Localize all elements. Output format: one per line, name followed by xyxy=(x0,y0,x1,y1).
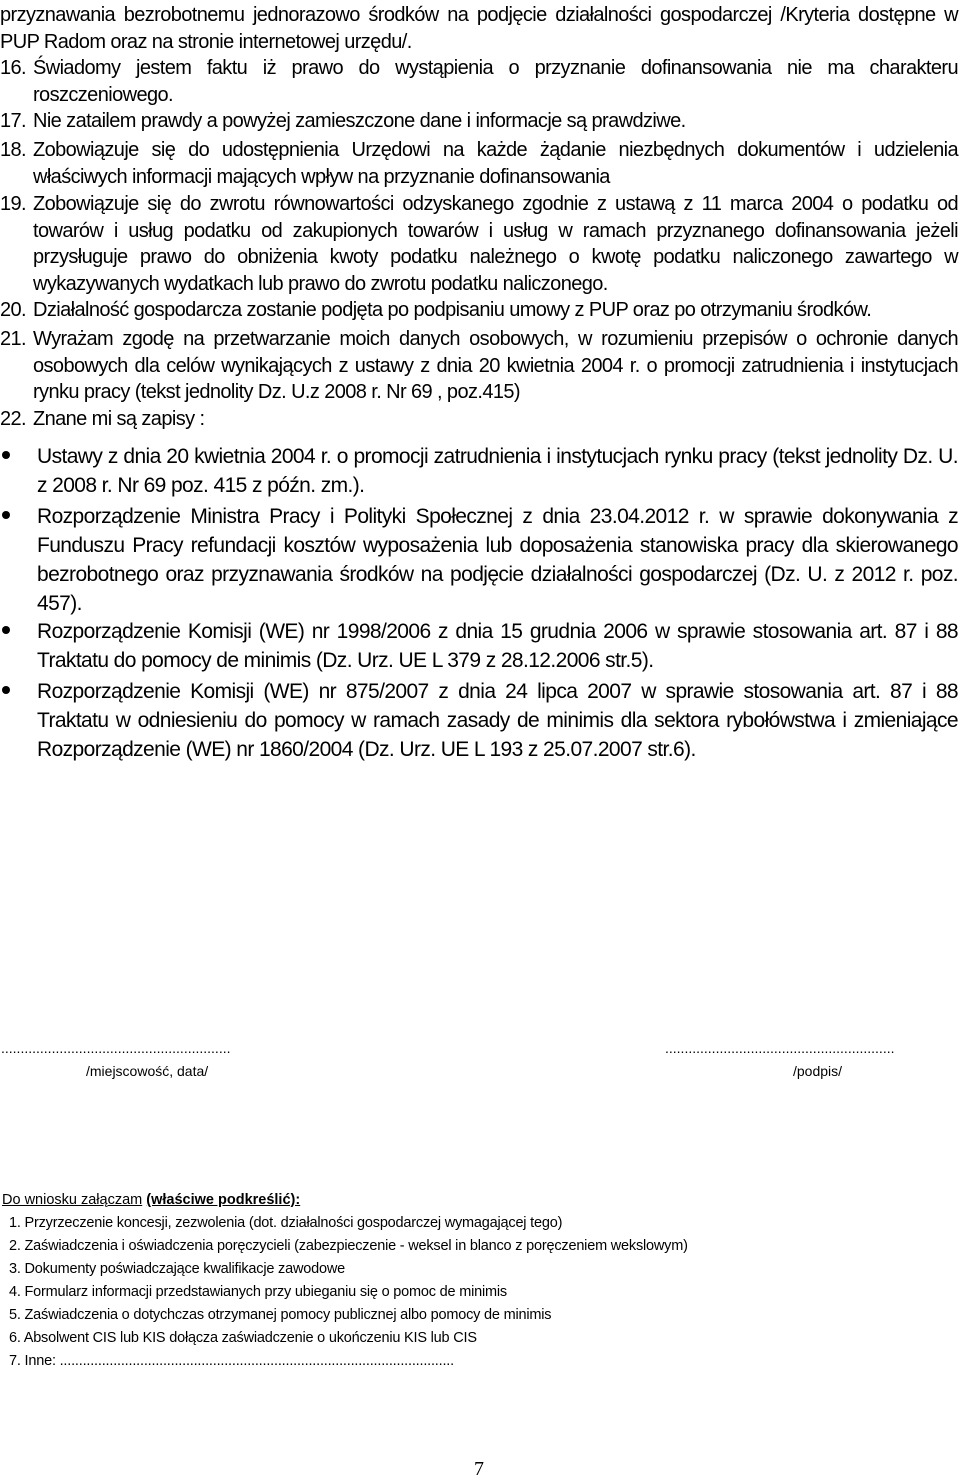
bullet-text: Rozporządzenie Ministra Pracy i Polityki Społecznej z dnia 23.04.2012 r. w sprawie dokonywania z Funduszu Pracy refundacji kosztów wyposażenia lub doposażenia stanowiska pracy dla skierowanego bezrobotnego oraz przyznawania środków na podjęcie działalności gospodarczej (Dz. U. z 2012 r. poz. 457). xyxy=(37,505,958,615)
attachment-item: 5. Zaświadczenia o dotychczas otrzymanej pomocy publicznej albo pomocy de minimis xyxy=(9,1307,552,1323)
bullet-text: Ustawy z dnia 20 kwietnia 2004 r. o promocji zatrudnienia i instytucjach rynku pracy (tekst jednolity Dz. U. z 2008 r. Nr 69 poz. 415 z późn. zm.). xyxy=(37,445,958,497)
item-text: Zobowiązuje się do udostępnienia Urzędowi na każde żądanie niezbędnych dokumentów i udzielenia właściwych informacji mających wpływ na przyznanie dofinansowania xyxy=(33,139,958,188)
item-text: Wyrażam zgodę na przetwarzanie moich danych osobowych, w rozumieniu przepisów o ochronie danych osobowych dla celów wynikających z ustawy z dnia 20 kwietnia 2004 r. o promocji zatrudnienia i instytucjach rynku pracy (tekst jednolity Dz. U.z 2008 r. Nr 69 , poz.415) xyxy=(33,328,958,403)
item-text: Nie zatailem prawdy a powyżej zamieszczone dane i informacje są prawdziwe. xyxy=(33,110,686,132)
bullet-item-4 xyxy=(0,677,958,764)
place-date-label: /miejscowość, data/ xyxy=(86,1063,209,1079)
attachment-item: 3. Dokumenty poświadczające kwalifikacje zawodowe xyxy=(9,1261,345,1277)
list-item-18 xyxy=(0,137,958,190)
bullet-item-1 xyxy=(0,442,958,500)
item-number: 21. xyxy=(0,328,27,350)
item-text: Działalność gospodarcza zostanie podjęta po podpisaniu umowy z PUP oraz po otrzymaniu środków. xyxy=(33,299,872,321)
bullet-item-2 xyxy=(0,502,958,618)
item-number: 20. xyxy=(0,299,27,321)
list-item-22 xyxy=(0,406,958,433)
list-item-21 xyxy=(0,326,958,406)
bullet-icon xyxy=(0,677,37,764)
signature-label: /podpis/ xyxy=(793,1063,843,1079)
bullet-item-3 xyxy=(0,617,958,675)
bullet-text: Rozporządzenie Komisji (WE) nr 875/2007 z dnia 24 lipca 2007 w sprawie stosowania art. 87 i 88 Traktatu w odniesieniu do pomocy w ramach zasady de minimis dla sektora rybołówstwa i zmieniające Rozporządzenie (WE) nr 1860/2004 (Dz. Urz. UE L 193 z 25.07.2007 str.6). xyxy=(37,680,958,761)
bullet-icon xyxy=(0,502,37,618)
bullet-icon xyxy=(0,617,37,675)
list-item-20 xyxy=(0,297,958,324)
signature-dotted-line: ........................................................... xyxy=(665,1040,895,1056)
item-text: Świadomy jestem faktu iż prawo do wystąpienia o przyznanie dofinansowania nie ma charakteru roszczeniowego. xyxy=(33,57,958,106)
item-number: 18. xyxy=(0,139,27,161)
attachment-item: 4. Formularz informacji przedstawianych przy ubieganiu się o pomoc de minimis xyxy=(9,1284,507,1300)
item-number: 16. xyxy=(0,57,27,79)
attachments-heading-text: Do wniosku załączam xyxy=(2,1192,143,1208)
place-date-dotted-line: ........................................................... xyxy=(1,1040,231,1056)
attachments-heading-note: (właściwe podkreślić): xyxy=(146,1192,301,1208)
attachment-item: 6. Absolwent CIS lub KIS dołącza zaświadczenie o ukończeniu KIS lub CIS xyxy=(9,1330,477,1346)
bullet-text: Rozporządzenie Komisji (WE) nr 1998/2006 z dnia 15 grudnia 2006 w sprawie stosowania art. 87 i 88 Traktatu do pomocy de minimis (Dz. Urz. UE L 379 z 28.12.2006 str.5). xyxy=(37,620,958,672)
item-number: 19. xyxy=(0,193,27,215)
attachment-item: 7. Inne: ....................................................................................................... xyxy=(9,1353,454,1369)
bullet-icon xyxy=(0,442,37,500)
attachment-item: 2. Zaświadczenia i oświadczenia poręczycieli (zabezpieczenie - weksel in blanco z poręczeniem wekslowym) xyxy=(9,1238,688,1254)
list-item-16 xyxy=(0,55,958,108)
item-text: Zobowiązuje się do zwrotu równowartości odzyskanego zgodnie z ustawą z 11 marca 2004 o podatku od towarów i usług podatku od zakupionych towarów i usług w ramach przyznanego dofinansowania jeżeli przysługuje prawo do obniżenia kwoty podatku należnego o kwotę podatku naliczonego zawartego w wykazywanych wydatkach lub prawo do zwrotu podatku naliczonego. xyxy=(33,193,958,295)
attachments-heading xyxy=(2,1192,300,1208)
list-item-19 xyxy=(0,191,958,297)
intro-paragraph: przyznawania bezrobotnemu jednorazowo środków na podjęcie działalności gospodarczej /Kryteria dostępne w PUP Radom oraz na stronie internetowej urzędu/. xyxy=(0,4,958,53)
list-item-17 xyxy=(0,108,958,135)
attachment-item: 1. Przyrzeczenie koncesji, zezwolenia (dot. działalności gospodarczej wymagającej tego) xyxy=(9,1215,563,1231)
page-number: 7 xyxy=(474,1458,484,1480)
item-text: Znane mi są zapisy : xyxy=(33,408,205,430)
item-number: 17. xyxy=(0,110,27,132)
item-number: 22. xyxy=(0,408,27,430)
